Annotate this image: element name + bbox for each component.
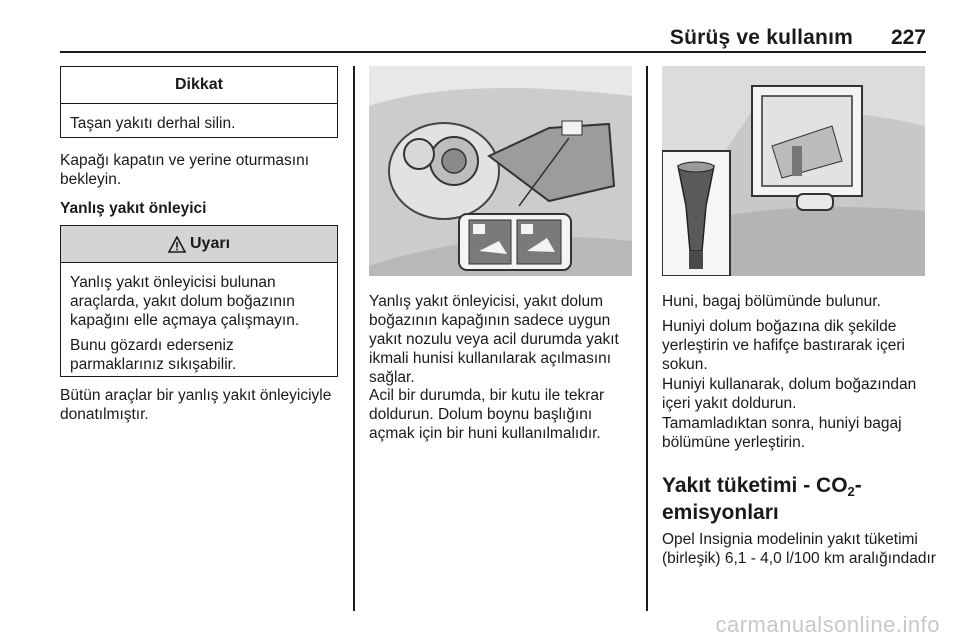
col2-para1: Yanlış yakıt önleyicisi, yakıt dolum boğazının kapağının sadece uygun yakıt nozulu veya acil durumda yakıt ikmali hunisi kullanılarak açılmasını sağlar. [369,293,619,386]
header-rule [60,51,926,53]
heading-part1: Yakıt tüketimi - CO [662,474,848,497]
heading-part2: - [854,474,862,497]
column-divider-left [353,66,355,611]
col3-para5: Opel Insignia modelinin yakıt tüketimi (birleşik) 6,1 - 4,0 l/100 km aralığındadır [662,531,936,567]
warning-head [61,226,337,263]
warning-body [61,263,337,390]
fuel-consumption-heading [662,474,937,499]
col3-para3: Huniyi kullanarak, dolum boğazından içeri yakıt doldurun. [662,376,917,412]
page-header-title: Sürüş ve kullanım [669,26,853,49]
warning-text-1: Yanlış yakıt önleyicisi bulunan araçlarda, yakıt dolum boğazının kapağını elle açmaya çalışmayın. [70,274,300,329]
col1-subheading: Yanlış yakıt önleyici [60,200,207,217]
fuel-consumption-heading-line2: emisyonları [662,501,779,524]
warning-box [60,225,338,377]
funnel-trunk-illustration [662,66,925,276]
warning-triangle-icon [168,236,186,253]
footer-watermark: carmanualsonline.info [715,612,940,637]
col3-para4: Tamamladıktan sonra, huniyi bagaj bölümüne yerleştirin. [662,415,902,451]
col1-para2: Bütün araçlar bir yanlış yakıt önleyiciyle donatılmıştır. [60,387,332,423]
page-number: 227 [890,26,926,49]
warning-text-2: Bunu gözardı ederseniz parmaklarınız sıkışabilir. [70,337,237,373]
col3-para2: Huniyi dolum boğazına dik şekilde yerleştirin ve hafifçe bastırarak içeri sokun. [662,318,905,373]
warning-title: Uyarı [189,235,231,252]
column-divider-right [646,66,648,611]
col3-para1: Huni, bagaj bölümünde bulunur. [662,293,881,310]
col2-para2: Acil bir durumda, bir kutu ile tekrar doldurun. Dolum boynu başlığını açmak için bir huni kullanılmalıdır. [369,387,605,442]
heading-subscript: 2 [847,484,855,499]
col1-para1: Kapağı kapatın ve yerine oturmasını bekleyin. [60,152,310,188]
caution-text: Taşan yakıtı derhal silin. [70,115,236,132]
caution-title: Dikkat [61,67,337,104]
fuel-flap-illustration [369,66,632,276]
caution-box [60,66,338,138]
